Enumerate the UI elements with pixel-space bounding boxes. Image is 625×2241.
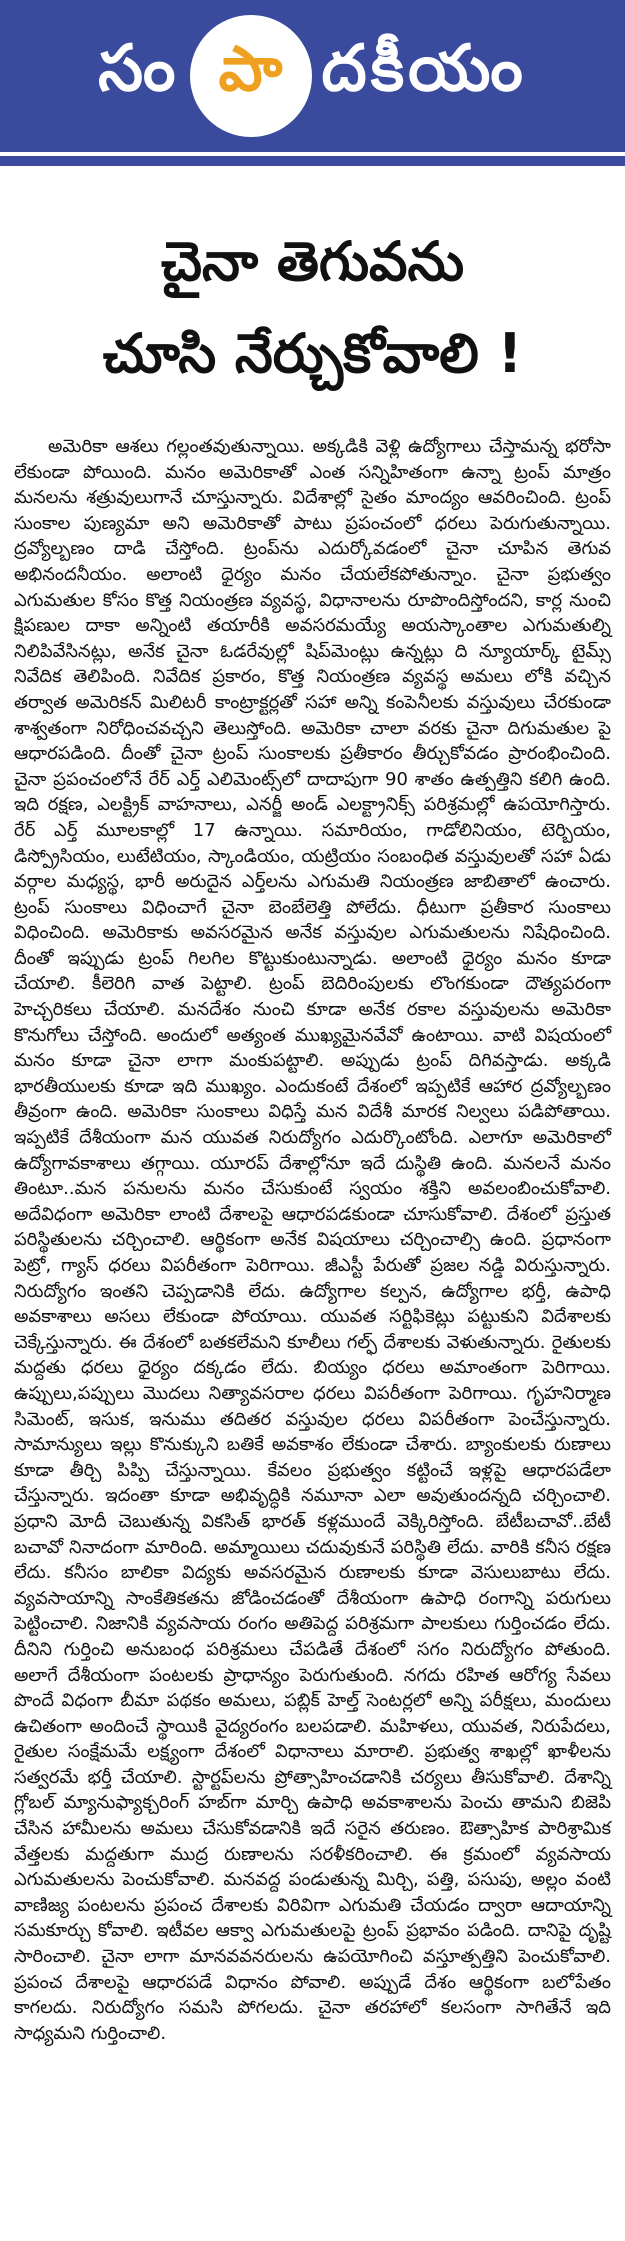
article-body xyxy=(0,410,625,2046)
masthead-logo-circle xyxy=(190,15,312,137)
headline-line-1: చైనా తెగువను xyxy=(160,230,465,293)
headline-line-2: చూసి నేర్చుకోవాలి ! xyxy=(102,322,523,385)
masthead-divider xyxy=(0,156,625,166)
masthead-banner xyxy=(0,0,625,152)
masthead-left-text: సం xyxy=(98,31,180,106)
masthead-right-text: దకీయం xyxy=(321,31,527,106)
headline xyxy=(0,166,625,410)
article-paragraph: అమెరికా ఆశలు గల్లంతవుతున్నాయి. అక్కడికి వెళ్లి ఉద్యోగాలు చేస్తామన్న భరోసా లేకుండా పోయింది. మనం అమెరికాతో ఎంత సన్నిహితంగా ఉన్నా ట్రంప్ మాత్రం మనలను శత్రువులుగానే చూస్తున్నారు. విదేశాల్లో సైతం మాంద్యం ఆవరించింది. ట్రంప్ సుంకాల పుణ్యమా అని అమెరికాతో పాటు ప్రపంచంలో ధరలు పెరుగుతున్నాయి. ద్రవ్యోల్బణం దాడి చేస్తోంది. ట్రంప్‌ను ఎదుర్కోవడంలో చైనా చూపిన తెగువ అభినందనీయం. అలాంటి ధైర్యం మనం చేయలేకపోతున్నాం. చైనా ప్రభుత్వం ఎగుమతుల కోసం కొత్త నియంత్రణ వ్యవస్థ, విధానాలను రూపొందిస్తోందని, కార్ల నుంచి క్షిపణుల దాకా అన్నింటి తయారీకి అవసరమయ్యే అయస్కాంతాల ఎగుమతుల్ని నిలిపివేసినట్లు, అనేక చైనా ఓడరేవుల్లో షిప్‌మెంట్లు ఉన్నట్లు ది న్యూయార్క్ టైమ్స్ నివేదిక తెలిపింది. నివేదిక ప్రకారం, కొత్త నియంత్రణ వ్యవస్థ అమలు లోకి వచ్చిన తర్వాత అమెరికన్ మిలిటరీ కాంట్రాక్టర్లతో సహా అన్ని కంపెనీలకు వస్తువులు చేరకుండా శాశ్వతంగా నిరోధించవచ్చని తెలుస్తోంది. అమెరికా చాలా వరకు చైనా దిగుమతుల పై ఆధారపడింది. దీంతో చైనా ట్రంప్ సుంకాలకు ప్రతీకారం తీర్చుకోవడం ప్రారంభించింది. చైనా ప్రపంచంలోనే రేర్ ఎర్త్ ఎలిమెంట్స్‌లో దాదాపుగా 90 శాతం ఉత్పత్తిని కలిగి ఉంది. ఇది రక్షణ, ఎలక్ట్రిక్ వాహనాలు, ఎనర్జీ అండ్ ఎలక్ట్రానిక్స్ పరిశ్రమల్లో ఉపయోగిస్తారు. రేర్ ఎర్త్ మూలకాల్లో 17 ఉన్నాయి. సమారియం, గాడోలినియం, టెర్బియం, డిస్ప్రోసియం, లుటేటియం, స్కాండియం, యట్రియం సంబంధిత వస్తువులతో సహా ఏడు వర్గాల మధ్యస్థ, భారీ అరుదైన ఎర్త్‌లను ఎగుమతి నియంత్రణ జాబితాలో ఉంచారు. ట్రంప్ సుంకాలు విధించాగే చైనా బెంబేలెత్తి పోలేదు. ధీటుగా ప్రతీకార సుంకాలు విధించింది. అమెరికాకు అవసరమైన అనేక వస్తువుల ఎగుమతులను నిషేధించింది. దీంతో ఇప్పుడు ట్రంప్ గిలగిల కొట్టుకుంటున్నాడు. అలాంటి ధైర్యం మనం కూడా చేయాలి. కీలెరిగి వాత పెట్టాలి. ట్రంప్ బెదిరింపులకు లొంగకుండా దౌత్యపరంగా హెచ్చరికలు చేయాలి. మనదేశం నుంచి కూడా అనేక రకాల వస్తువులను అమెరికా కొనుగోలు చేస్తోంది. అందులో అత్యంత ముఖ్యమైనవేవో ఉంటాయి. వాటి విషయంలో మనం కూడా చైనా లాగా మంకుపట్టాలి. అప్పుడు ట్రంప్ దిగివస్తాడు. అక్కడి భారతీయులకు కూడా ఇది ముఖ్యం. ఎందుకంటే దేశంలో ఇప్పటికే ఆహార ద్రవ్యోల్బణం తీవ్రంగా ఉంది. అమెరికా సుంకాలు విధిస్తే మన విదేశీ మారక నిల్వలు పడిపోతాయి. ఇప్పటికే దేశీయంగా మన యువత నిరుద్యోగం ఎదుర్కొంటోంది. ఎలాగూ అమెరికాలో ఉద్యోగావకాశాలు తగ్గాయి. యూరప్ దేశాల్లోనూ ఇదే దుస్థితి ఉంది. మనలనే మనం తింటూ..మన పనులను మనం చేసుకుంటే స్వయం శక్తిని అవలంబించుకోవాలి. అదేవిధంగా అమెరికా లాంటి దేశాలపై ఆధారపడకుండా చూసుకోవాలి. దేశంలో ప్రస్తుత పరిస్థితులను చర్చించాలి. ఆర్థికంగా అనేక విషయాలు చర్చించాల్సి ఉంది. ప్రధానంగా పెట్రో, గ్యాస్ ధరలు విపరీతంగా పెరిగాయి. జీఎస్టీ పేరుతో ప్రజల నడ్డి విరుస్తున్నారు. నిరుద్యోగం ఇంతని చెప్పడానికి లేదు. ఉద్యోగాల కల్పన, ఉద్యోగాల భర్తీ, ఉపాధి అవకాశాలు అసలు లేకుండా పోయాయి. యువత సర్టిఫికెట్లు పట్టుకుని విదేశాలకు చెక్కేస్తున్నారు. ఈ దేశంలో బతకలేమని కూలీలు గల్ఫ్ దేశాలకు వెళుతున్నారు. రైతులకు మద్దతు ధరలు ధైర్యం దక్కడం లేదు. బియ్యం ధరలు అమాంతంగా పెరిగాయి. ఉప్పులు,పప్పులు మొదలు నిత్యావసరాల ధరలు విపరీతంగా పెరిగాయి. గృహనిర్మాణ సిమెంట్, ఇసుక, ఇనుము తదితర వస్తువుల ధరలు విపరీతంగా పెంచేస్తున్నారు. సామాన్యులు ఇల్లు కొనుక్కుని బతికే అవకాశం లేకుండా చేశారు. బ్యాంకులకు రుణాలు కూడా తీర్చి పిప్పి చేస్తున్నాయి. కేవలం ప్రభుత్వం కట్టించే ఇళ్లపై ఆధారపడేలా చేస్తున్నారు. ఇదంతా కూడా అభివృద్ధికి నమూనా ఎలా అవుతుందన్నది చర్చించాలి. ప్రధాని మోదీ చెబుతున్న వికసిత్ భారత్ కళ్లముందే వెక్కిరిస్తోంది. బేటీబచావో..బేటీ బచావో నినాదంగా మారింది. అమ్మాయిలు చదువుకునే పరిస్థితి లేదు. వారికి కనీస రక్షణ లేదు. కనీసం బాలికా విద్యకు అవసరమైన రుణాలకు కూడా వెసులుబాటు లేదు. వ్యవసాయాన్ని సాంకేతికతను జోడించడంతో దేశీయంగా ఉపాధి రంగాన్ని పరుగులు పెట్టించాలి. నిజానికి వ్యవసాయ రంగం అతిపెద్ద పరిశ్రమగా పాలకులు గుర్తించడం లేదు. దీనిని గుర్తించి అనుబంధ పరిశ్రమలు చేపడితే దేశంలో సగం నిరుద్యోగం పోతుంది. అలాగే దేశీయంగా పంటలకు ప్రాధాన్యం పెరుగుతుంది. నగదు రహిత ఆరోగ్య సేవలు పొందే విధంగా బీమా పథకం అమలు, పబ్లిక్ హెల్త్ సెంటర్లలో అన్ని పరీక్షలు, మందులు ఉచితంగా అందించే స్థాయికి వైద్యరంగం బలపడాలి. మహిళలు, యువత, నిరుపేదలు, రైతుల సంక్షేమమే లక్ష్యంగా దేశంలో విధానాలు మారాలి. ప్రభుత్వ శాఖల్లో ఖాళీలను సత్వరమే భర్తీ చేయాలి. స్టార్టప్‌లను ప్రోత్సాహించడానికి చర్యలు తీసుకోవాలి. దేశాన్ని గ్లోబల్ మ్యానుఫ్యాక్చరింగ్ హబ్‌గా మార్చి ఉపాధి అవకాశాలను పెంచు తామని బిజెపి చేసిన హామీలను అమలు చేసుకోవడానికి ఇదే సరైన తరుణం. ఔత్సాహిక పారిశ్రామిక వేత్తలకు మద్దతుగా ముద్ర రుణాలను సరళీకరించాలి. ఈ క్రమంలో వ్యవసాయ ఎగుమతులను పెంచుకోవాలి. మనవద్ద పండుతున్న మిర్చి, పత్తి, పసుపు, అల్లం వంటి వాణిజ్య పంటలను ప్రపంచ దేశాలకు విరివిగా ఎగుమతి చేయడం ద్వారా ఆదాయాన్ని సమకూర్చు కోవాలి. ఇటీవల ఆక్వా ఎగుమతులపై ట్రంప్ ప్రభావం పడింది. దానిపై దృష్టి సారించాలి. చైనా లాగా మానవవనరులను ఉపయోగించి వస్తూత్పత్తిని పెంచుకోవాలి. ప్రపంచ దేశాలపై ఆధారపడే విధానం పోవాలి. అప్పుడే దేశం ఆర్థికంగా బలోపేతం కాగలదు. నిరుద్యోగం సమసి పోగలదు. చైనా తరహాలో కలసంగా సాగితేనే ఇది సాధ్యమని గుర్తించాలి. xyxy=(14,436,611,2044)
masthead-circle-text: పా xyxy=(218,32,283,105)
